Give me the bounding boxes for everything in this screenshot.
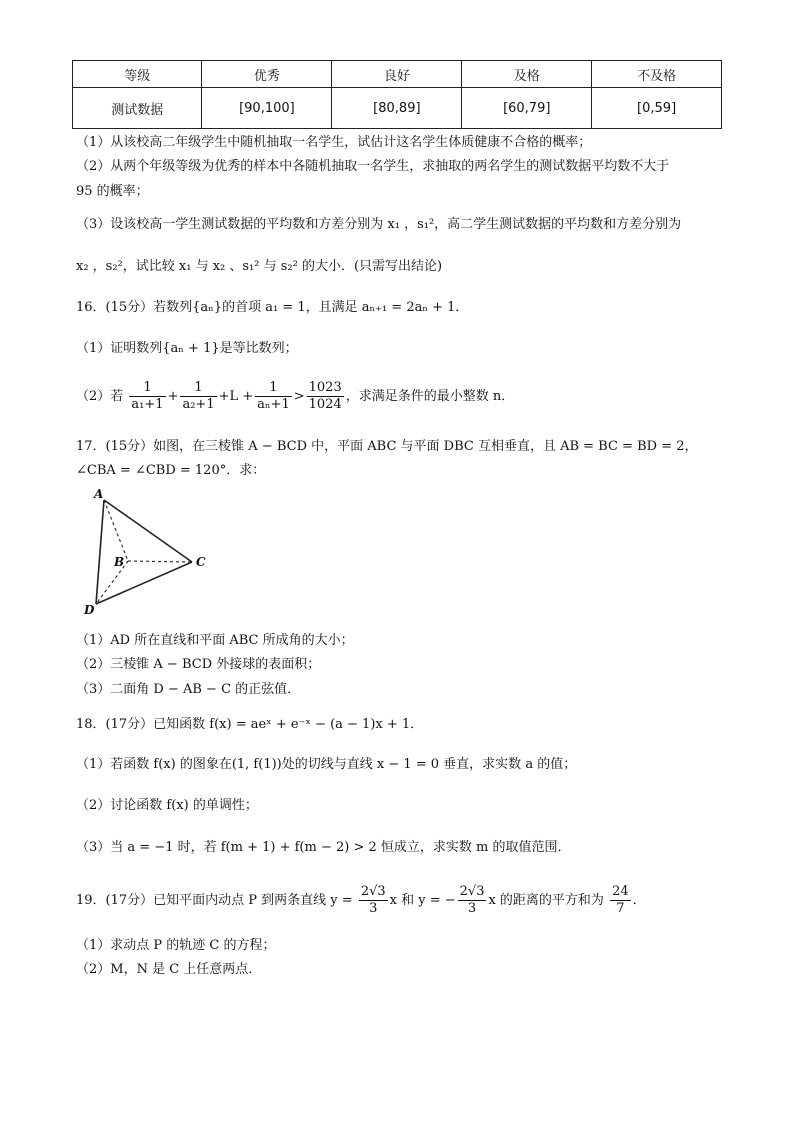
grade-table — [72, 60, 722, 129]
q16-part1: （1）证明数列{aₙ + 1}是等比数列； — [76, 341, 298, 356]
edge-AC — [104, 500, 192, 562]
fraction-num: 1 — [129, 380, 165, 397]
q17-title-cont: ∠CBA = ∠CBD = 120°．求： — [76, 463, 266, 478]
fraction — [255, 380, 292, 413]
fraction-den: 1024 — [308, 397, 342, 412]
fraction-num: 1 — [180, 380, 216, 397]
q19-title-mid2: x 的距离的平方和为 — [488, 893, 604, 908]
tetrahedron-figure — [76, 484, 216, 620]
table-cell: [80,89] — [332, 88, 462, 129]
fraction-den: a₁+1 — [131, 397, 164, 412]
fraction — [180, 380, 216, 413]
q17-part1: （1）AD 所在直线和平面 ABC 所成角的大小； — [76, 633, 354, 648]
table-cell: 等级 — [73, 61, 202, 88]
table-cell: [60,79] — [462, 88, 592, 129]
fraction-num: 1 — [255, 380, 292, 397]
fraction — [307, 380, 344, 413]
fraction — [129, 380, 165, 413]
q18-part1: （1）若函数 f(x) 的图象在(1, f(1))处的切线与直线 x − 1 = 0 垂直，求实数 a 的值； — [76, 757, 577, 772]
table-cell: 不及格 — [592, 61, 722, 88]
q18-part3: （3）当 a = −1 时，若 f(m + 1) + f(m − 2) > 2 恒成立，求实数 m 的取值范围． — [76, 840, 571, 855]
q17-part3: （3）二面角 D − AB − C 的正弦值． — [76, 682, 301, 697]
edge-AD — [96, 500, 104, 604]
label-D: D — [84, 603, 95, 617]
label-A: A — [94, 487, 104, 501]
q16-part2-suffix: ，求满足条件的最小整数 n． — [345, 389, 515, 404]
q19-title-mid: x 和 y = − — [389, 893, 456, 908]
fraction-den: 3 — [369, 901, 378, 916]
q15-part3: （3）设该校高一学生测试数据的平均数和方差分别为 x₁ ，s₁²，高二学生测试数据的平均数和方差分别为 — [76, 217, 682, 232]
q16-part2-gt: > — [293, 389, 305, 404]
fraction — [359, 884, 388, 917]
table-cell: [0,59] — [592, 88, 722, 129]
q16-title: 16．(15分）若数列{aₙ}的首项 a₁ = 1，且满足 aₙ₊₁ = 2aₙ + 1． — [76, 300, 469, 315]
q19-part1: （1）求动点 P 的轨迹 C 的方程； — [76, 938, 276, 953]
fraction-num: 1023 — [308, 380, 342, 395]
fraction-num: 2√3 — [360, 884, 386, 899]
fraction-num: 2√3 — [459, 884, 485, 899]
q15-part1: （1）从该校高二年级学生中随机抽取一名学生，试估计这名学生体质健康不合格的概率； — [76, 135, 592, 150]
q15-part3-cont: x₂ ，s₂²，试比较 x₁ 与 x₂ 、s₁² 与 s₂² 的大小．(只需写出结论) — [76, 259, 443, 274]
q18-part2: （2）讨论函数 f(x) 的单调性； — [76, 798, 258, 813]
q19-part2: （2）M，N 是 C 上任意两点． — [76, 962, 262, 977]
q18-title: 18．(17分）已知函数 f(x) = aeˣ + e⁻ˣ − (a − 1)x + 1． — [76, 717, 424, 732]
edge-BC — [128, 561, 192, 562]
table-cell: 优秀 — [202, 61, 332, 88]
q19-title — [76, 884, 646, 917]
table-cell: 测试数据 — [73, 88, 202, 129]
q15-part2-cont: 95 的概率； — [76, 184, 149, 199]
q16-part2: （2）若 $\frac{1}{\text{a₁+1}}$ + $\frac{1}{\text{a₂+1}}$ +L + $\frac{1}{\text{aₙ+1}}$ > $\frac{1023}{1024}$ ，求满足条件的最小整数 n． — [76, 380, 515, 412]
label-C: C — [196, 555, 206, 569]
q19-title-end: ． — [632, 893, 646, 908]
table-cell: [90,100] — [202, 88, 332, 129]
q16-part2-prefix: （2）若 — [76, 389, 124, 404]
fraction-num: 24 — [612, 884, 629, 899]
q17-part2: （2）三棱锥 A − BCD 外接球的表面积； — [76, 657, 321, 672]
q16-part2-mid: +L + — [218, 389, 254, 404]
label-B: B — [114, 555, 125, 569]
fraction — [610, 884, 631, 917]
table-row — [73, 88, 722, 129]
fraction-den: a₂+1 — [182, 397, 215, 412]
q17-title: 17．(15分）如图，在三棱锥 A − BCD 中，平面 ABC 与平面 DBC 互相垂直，且 AB = BC = BD = 2， — [76, 439, 698, 454]
table-header-row — [73, 61, 722, 88]
fraction-den: 7 — [616, 901, 625, 916]
table-cell: 良好 — [332, 61, 462, 88]
fraction — [458, 884, 487, 917]
edge-DC — [96, 562, 192, 604]
table-cell: 及格 — [462, 61, 592, 88]
fraction-den: aₙ+1 — [257, 397, 290, 412]
q15-part2: （2）从两个年级等级为优秀的样本中各随机抽取一名学生，求抽取的两名学生的测试数据平均数不大于 — [76, 159, 670, 174]
q19-title-prefix: 19．(17分）已知平面内动点 P 到两条直线 y = — [76, 893, 353, 908]
fraction-den: 3 — [467, 901, 477, 916]
